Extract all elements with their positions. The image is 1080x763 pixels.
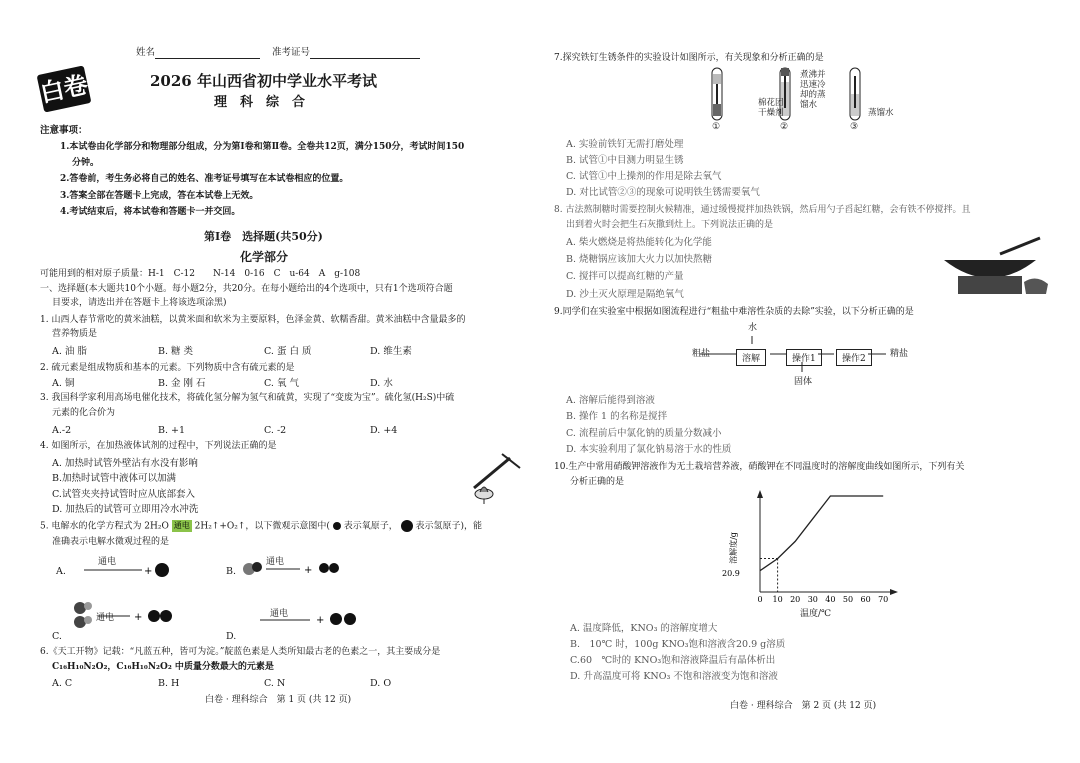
id-label: 准考证号 (272, 47, 311, 58)
q7-label-boiled-water: 煮沸并 迅速冷 却的蒸 馏水 (800, 70, 826, 110)
q6-stem: 6.《天工开物》记载：“凡蓝五种，皆可为淀。”靛蓝色素是人类所知最古老的色素之一，其主要成分是 (40, 647, 441, 657)
q4-opt-c[interactable]: C.试管夹夹持试管时应从底部套入 (52, 489, 195, 500)
q1-stem-2: 营养物质是 (52, 329, 98, 339)
q7-opt-a[interactable]: A. 实验前铁钉无需打磨处理 (566, 139, 684, 150)
part-intro-2: 目要求，请选出并在答题卡上将该选项涂黑) (52, 298, 227, 308)
flow-solid: 固体 (794, 377, 813, 387)
solubility-chart (720, 488, 900, 616)
q3-opt-d[interactable]: D. +4 (370, 425, 398, 436)
q9-stem: 9.同学们在实验室中根据如图流程进行“粗盐中难溶性杂质的去除”实验，以下分析正确的是 (554, 307, 914, 317)
name-label: 姓名 (136, 47, 156, 58)
right-page (540, 0, 1080, 763)
q9-opt-a[interactable]: A. 溶解后能得到溶液 (566, 395, 655, 406)
oxygen-atom-symbol (333, 522, 341, 530)
notice-3: 3.答案全部在答题卡上完成，答在本试卷上无效。 (60, 191, 259, 201)
q1-stem: 1. 山西人春节常吃的黄米油糕，以黄米面和软米为主要原料，色泽金黄、软糯香甜。黄米油糕中含量最多的 (40, 315, 466, 325)
svg-text:+: + (316, 615, 325, 626)
q5-opt-a[interactable]: A. (56, 566, 66, 577)
q9-opt-c[interactable]: C. 流程前后中氯化钠的质量分数减小 (566, 428, 722, 439)
x-axis-arrow (890, 589, 898, 595)
chemistry-title: 化学部分 (240, 250, 289, 264)
q10-opt-d[interactable]: D. 升高温度可将 KNO₃ 不饱和溶液变为饱和溶液 (570, 671, 778, 682)
atomic-masses: 可能用到的相对原子质量：H-1 C-12 N-14 0-16 C u-64 A g-108 (40, 269, 361, 279)
q7-label-distilled-water: 蒸馏水 (868, 108, 894, 118)
flow-step-operation-1: 操作1 (786, 346, 822, 366)
part-intro-1: 一、选择题(本大题共10个小题。每小题2分，共20分。在每小题给出的4个选项中，只有1个选项符合题 (40, 284, 453, 294)
q8-opt-c[interactable]: C. 搅拌可以提高红糖的产量 (566, 271, 684, 282)
y-marked-value: 20.9 (722, 569, 740, 578)
exam-subtitle: 理 科 综 合 (214, 95, 306, 110)
x-tick-label: 20 (790, 595, 801, 604)
q10-stem-2: 分析正确的是 (570, 477, 625, 487)
x-tick-label: 70 (878, 595, 889, 604)
q1-opt-b[interactable]: B. 糖 类 (158, 346, 194, 357)
q6-opt-c[interactable]: C. N (264, 678, 286, 689)
q1-opt-a[interactable]: A. 油 脂 (52, 346, 87, 357)
page-footer-2: 白卷 · 理科综合 第 2 页 (共 12 页) (730, 701, 877, 711)
q2-stem: 2. 硫元素是组成物质和基本的元素。下列物质中含有硫元素的是 (40, 363, 295, 373)
q7-opt-b[interactable]: B. 试管①中目测力明显生锈 (566, 155, 684, 166)
q1-opt-c[interactable]: C. 蛋 白 质 (264, 346, 312, 357)
q7-tube-1-number: ① (712, 122, 721, 132)
q2-opt-b[interactable]: B. 金 刚 石 (158, 378, 206, 389)
flow-step-operation-2: 操作2 (836, 346, 872, 366)
q9-opt-b[interactable]: B. 操作 1 的名称是搅拌 (566, 411, 668, 422)
q5-opt-c[interactable]: C. (52, 631, 62, 642)
x-tick-label: 60 (860, 595, 871, 604)
q4-stem: 4. 如图所示，在加热液体试剂的过程中，下列说法正确的是 (40, 441, 277, 451)
hydrogen-atom-symbol (401, 520, 413, 532)
x-tick-label: 10 (772, 595, 783, 604)
svg-text:+: + (144, 566, 153, 577)
flow-end: 精盐 (890, 349, 909, 359)
section-title: 第Ⅰ卷 选择题(共50分) (204, 230, 323, 243)
electrolysis-condition-label: 通电 (173, 521, 190, 530)
q7-test-tubes-diagram (706, 66, 886, 134)
q8-opt-a[interactable]: A. 柴火燃烧是将热能转化为化学能 (566, 237, 712, 248)
x-tick-label: 50 (842, 595, 854, 604)
q5-b-arrow-label: 通电 (266, 557, 285, 567)
q8-opt-b[interactable]: B. 烧糖锅应该加大火力以加快熬糖 (566, 254, 713, 265)
x-tick-label: 30 (807, 595, 818, 604)
notice-4: 4.考试结束后，将本试卷和答题卡一并交回。 (60, 207, 241, 217)
wok-illustration (940, 236, 1050, 298)
q7-opt-d[interactable]: D. 对比试管②③的现象可说明铁生锈需要氧气 (566, 187, 760, 198)
q1-opt-d[interactable]: D. 维生素 (370, 346, 412, 357)
q2-opt-a[interactable]: A. 铜 (52, 378, 75, 389)
q5-d-arrow-label: 通电 (270, 609, 289, 619)
q6-opt-b[interactable]: B. H (158, 678, 180, 689)
q9-opt-d[interactable]: D. 本实验利用了氯化钠易溶于水的性质 (566, 444, 732, 455)
q8-opt-d[interactable]: D. 沙土灭火原理是隔绝氧气 (566, 289, 684, 300)
q3-stem-2: 元素的化合价为 (52, 408, 116, 418)
q5-option-c-diagram (70, 598, 180, 634)
q5-option-a-diagram (84, 562, 174, 582)
q3-opt-a[interactable]: A.-2 (52, 425, 72, 436)
q5-a-arrow-label: 通电 (98, 557, 117, 567)
q5-option-d-diagram (250, 608, 370, 630)
svg-text:+: + (134, 612, 143, 623)
q4-opt-a[interactable]: A. 加热时试管外壁沾有水没有影响 (52, 458, 198, 469)
q5-c-arrow-label: 通电 (96, 613, 115, 623)
q5-opt-d[interactable]: D. (226, 631, 237, 642)
flow-start: 粗盐 (692, 349, 711, 359)
q10-stem: 10.生产中常用硝酸钾溶液作为无土栽培营养液，硝酸钾在不同温度时的溶解度曲线如图所示，下列有关 (554, 462, 965, 472)
notice-heading: 注意事项： (40, 125, 88, 136)
notice-2: 2.答卷前，考生务必将自己的姓名、准考证号填写在本试卷相应的位置。 (60, 174, 349, 184)
q7-tube-2-number: ② (780, 122, 789, 132)
q10-opt-a[interactable]: A. 温度降低，KNO₃ 的溶解度增大 (570, 623, 718, 634)
q6-opt-d[interactable]: D. O (370, 678, 392, 689)
q5-stem-2: 准确表示电解水微观过程的是 (52, 537, 170, 547)
q8-stem-2: 出到着火时会把生石灰撒到灶上。下列说法正确的是 (566, 220, 774, 230)
heating-test-tube-illustration (462, 448, 528, 506)
q6-stem-2: C₁₆H₁₀N₂O₂，C₁₆H₁₀N₂O₂ 中质量分数最大的元素是 (52, 662, 274, 672)
exam-title: 2026 年山西省初中学业水平考试 (150, 72, 377, 90)
x-tick-label: 0 (757, 595, 763, 604)
q2-opt-c[interactable]: C. 氧 气 (264, 378, 299, 389)
q8-stem: 8. 古法熬制糖时需要控制火候精准，通过缓慢搅拌加热铁锅，然后用勺子舀起红糖，会有铁不停搅拌。且 (554, 205, 971, 215)
q7-stem: 7.探究铁钉生锈条件的实验设计如图所示，有关现象和分析正确的是 (554, 53, 824, 63)
q2-opt-d[interactable]: D. 水 (370, 378, 393, 389)
q3-stem: 3. 我国科学家利用高场电催化技术，将硫化氢分解为氢气和硫黄，实现了“变废为宝”。硫化氢(H₂S)中硫 (40, 393, 455, 403)
q3-opt-c[interactable]: C. -2 (264, 425, 287, 436)
q5-option-b-diagram (240, 558, 350, 580)
white-paper-badge: 白卷 (37, 65, 92, 112)
q7-opt-c[interactable]: C. 试管①中上操剂的作用是除去氧气 (566, 171, 722, 182)
q4-opt-b[interactable]: B.加热时试管中液体可以加满 (52, 473, 177, 484)
q3-opt-b[interactable]: B. +1 (158, 425, 186, 436)
q4-opt-d[interactable]: D. 加热后的试管可立即用冷水冲洗 (52, 504, 199, 515)
q10-opt-b[interactable]: B. 10℃ 时，100g KNO₃饱和溶液含20.9 g溶质 (570, 639, 786, 650)
id-blank[interactable] (310, 48, 420, 59)
notice-1: 1.本试卷由化学部分和物理部分组成，分为第Ⅰ卷和第Ⅱ卷。全卷共12页，满分150分，考试时间150 (60, 142, 465, 152)
q5-opt-b[interactable]: B. (226, 566, 237, 577)
x-axis-label: 温度/℃ (800, 609, 832, 619)
q6-opt-a[interactable]: A. C (52, 678, 73, 689)
q7-label-cotton: 棉花团 干燥剂 (758, 98, 784, 118)
flow-water-label: 水 (748, 323, 758, 333)
q10-opt-c[interactable]: C.60 ℃时的 KNO₃饱和溶液降温后有晶体析出 (570, 655, 776, 666)
name-field (136, 46, 260, 59)
x-tick-label: 40 (825, 595, 836, 604)
name-blank[interactable] (155, 48, 260, 59)
svg-text:+: + (304, 565, 313, 576)
q5-stem: 5. 电解水的化学方程式为 2H₂O 通电 2H₂↑+O₂↑，以下微观示意图中( 表示氧原子， 表示氢原子)，能 (40, 521, 482, 532)
notice-1b: 分钟。 (72, 158, 100, 168)
y-axis-label: 溶解度/g (729, 532, 738, 564)
flow-step-dissolve: 溶解 (736, 346, 766, 366)
y-axis-arrow (757, 490, 763, 498)
id-field (272, 46, 420, 59)
page-footer-1: 白卷 · 理科综合 第 1 页 (共 12 页) (205, 695, 352, 705)
solubility-curve (760, 496, 883, 571)
q7-tube-3-number: ③ (850, 122, 859, 132)
